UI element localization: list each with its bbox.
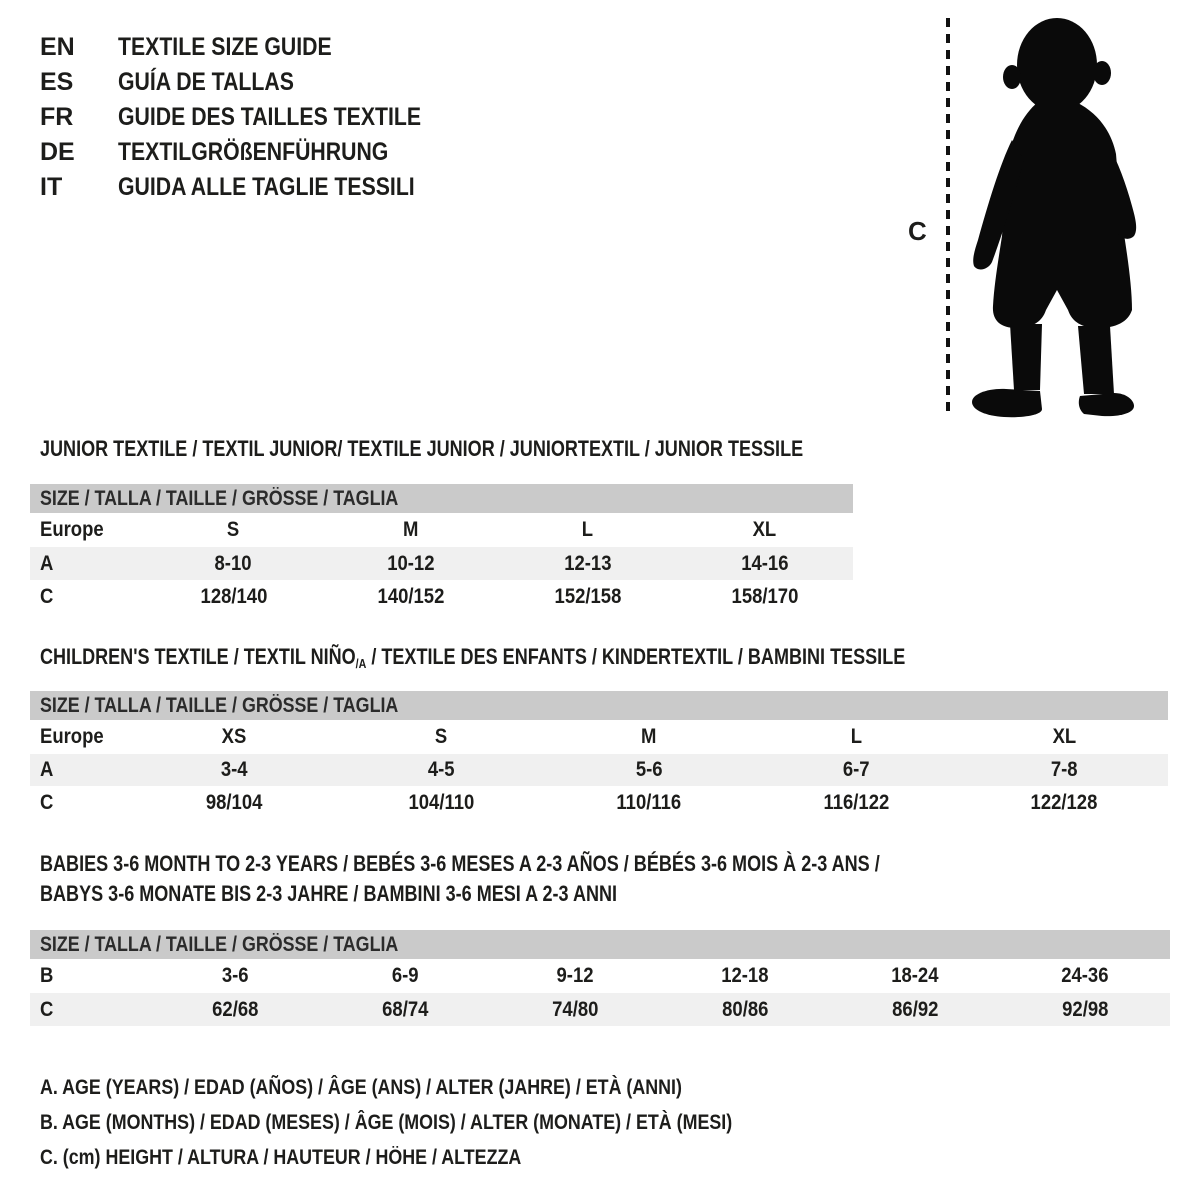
size-cell: XL — [752, 518, 777, 541]
table-row-europe — [30, 720, 1168, 754]
size-header-text: SIZE / TALLA / TAILLE / GRÖSSE / TAGLIA — [40, 933, 399, 956]
language-title: TEXTILE SIZE GUIDE — [118, 33, 332, 61]
babies-size-table — [30, 930, 1170, 1026]
language-row — [40, 135, 475, 170]
measurement-legend — [40, 1070, 854, 1175]
row-label: Europe — [40, 725, 104, 748]
size-header-text: SIZE / TALLA / TAILLE / GRÖSSE / TAGLIA — [40, 694, 399, 717]
row-label: B — [40, 964, 54, 987]
language-code: IT — [40, 173, 63, 201]
toddler-figure-graphic — [900, 14, 1180, 430]
legend-line-c: C. (cm) HEIGHT / ALTURA / HAUTEUR / HÖHE / ALTEZZA — [40, 1146, 522, 1169]
babies-size-header-bar — [30, 930, 1170, 959]
size-cell: 6-7 — [843, 758, 870, 781]
size-header-text: SIZE / TALLA / TAILLE / GRÖSSE / TAGLIA — [40, 487, 399, 510]
children-section-title — [40, 644, 1095, 677]
language-title-list — [40, 30, 475, 205]
language-title: TEXTILGRÖßENFÜHRUNG — [118, 138, 389, 166]
size-cell: 8-10 — [215, 551, 252, 575]
language-code: ES — [40, 68, 74, 96]
junior-size-header-bar — [30, 484, 853, 513]
language-code: DE — [40, 138, 75, 166]
size-cell: XS — [221, 725, 247, 748]
size-cell: 122/128 — [1030, 791, 1098, 814]
babies-section-title-line2 — [40, 881, 744, 907]
size-cell: 98/104 — [205, 791, 263, 814]
size-cell: 4-5 — [428, 758, 455, 781]
size-cell: L — [581, 518, 594, 541]
size-cell: 80/86 — [721, 997, 769, 1021]
row-label: C — [40, 997, 54, 1021]
language-row — [40, 65, 475, 100]
table-row-height — [30, 786, 1168, 820]
size-cell: 18-24 — [891, 964, 939, 987]
size-cell: 68/74 — [381, 997, 429, 1021]
size-cell: 92/98 — [1061, 997, 1109, 1021]
table-row-europe — [30, 513, 853, 547]
size-cell: 104/110 — [408, 791, 475, 814]
row-label: C — [40, 584, 54, 608]
size-cell: XL — [1052, 725, 1076, 748]
size-cell: M — [641, 725, 657, 748]
size-cell: 12-18 — [721, 964, 769, 987]
language-row — [40, 170, 475, 205]
junior-section-title-text: JUNIOR TEXTILE / TEXTIL JUNIOR/ TEXTILE JUNIOR / JUNIORTEXTIL / JUNIOR TESSILE — [40, 436, 804, 461]
junior-section-title — [40, 436, 971, 462]
row-label: C — [40, 791, 54, 814]
children-size-table — [30, 691, 1168, 820]
language-title: GUIDA ALLE TAGLIE TESSILI — [118, 173, 415, 201]
table-row-months — [30, 959, 1170, 993]
size-cell: 7-8 — [1050, 758, 1078, 781]
size-cell: 140/152 — [377, 584, 444, 608]
language-title: GUÍA DE TALLAS — [118, 68, 294, 96]
babies-title-text-line1: BABIES 3-6 MONTH TO 2-3 YEARS / BEBÉS 3-6 MESES A 2-3 AÑOS / BÉBÉS 3-6 MOIS À 2-3 ANS / — [40, 851, 880, 876]
size-cell: 14-16 — [740, 551, 789, 575]
children-size-header-bar — [30, 691, 1168, 720]
nino-a-subscript: /A — [355, 656, 367, 671]
size-cell: 24-36 — [1061, 964, 1109, 987]
children-section-title-text: CHILDREN'S TEXTILE / TEXTIL $NIÑO_{/A}$ / TEXTILE DES ENFANTS / KINDERTEXTIL / BAMBINI TESSILE — [40, 644, 906, 671]
size-cell: 9-12 — [556, 964, 594, 987]
size-cell: 5-6 — [635, 758, 663, 781]
size-cell: 158/170 — [731, 584, 798, 608]
language-code: FR — [40, 103, 74, 131]
size-cell: 128/140 — [200, 584, 267, 608]
legend-line-a: A. AGE (YEARS) / EDAD (AÑOS) / ÂGE (ANS) / ALTER (JAHRE) / ETÀ (ANNI) — [40, 1076, 682, 1099]
babies-title-text-line2: BABYS 3-6 MONATE BIS 2-3 JAHRE / BAMBINI 3-6 MESI A 2-3 ANNI — [40, 881, 618, 906]
size-cell: L — [850, 725, 863, 748]
size-cell: 6-9 — [391, 964, 419, 987]
size-cell: 62/68 — [211, 997, 259, 1021]
language-row — [40, 30, 475, 65]
size-cell: 110/116 — [616, 791, 682, 814]
size-cell: S — [435, 725, 448, 748]
size-cell: 74/80 — [551, 997, 599, 1021]
size-cell: M — [402, 518, 419, 541]
table-row-height — [30, 993, 1170, 1026]
size-cell: 12-13 — [563, 551, 612, 575]
legend-line-b: B. AGE (MONTHS) / EDAD (MESES) / ÂGE (MOIS) / ALTER (MONATE) / ETÀ (MESI) — [40, 1111, 733, 1134]
measure-label-c: C — [908, 216, 927, 246]
toddler-silhouette-icon — [972, 18, 1136, 417]
size-cell: S — [227, 518, 240, 541]
table-row-age — [30, 754, 1168, 786]
language-code: EN — [40, 33, 75, 61]
row-label: Europe — [40, 518, 104, 541]
language-title: GUIDE DES TAILLES TEXTILE — [118, 103, 422, 131]
size-cell: 3-4 — [220, 758, 248, 781]
table-row-age — [30, 547, 853, 580]
row-label: A — [40, 551, 54, 575]
size-cell: 86/92 — [891, 997, 939, 1021]
size-cell: 10-12 — [386, 551, 435, 575]
size-cell: 152/158 — [554, 584, 621, 608]
size-cell: 116/122 — [823, 791, 890, 814]
table-row-height — [30, 580, 853, 613]
row-label: A — [40, 758, 54, 781]
size-cell: 3-6 — [221, 964, 249, 987]
language-row — [40, 100, 475, 135]
babies-section-title-line1 — [40, 851, 1064, 877]
junior-size-table — [30, 484, 853, 613]
